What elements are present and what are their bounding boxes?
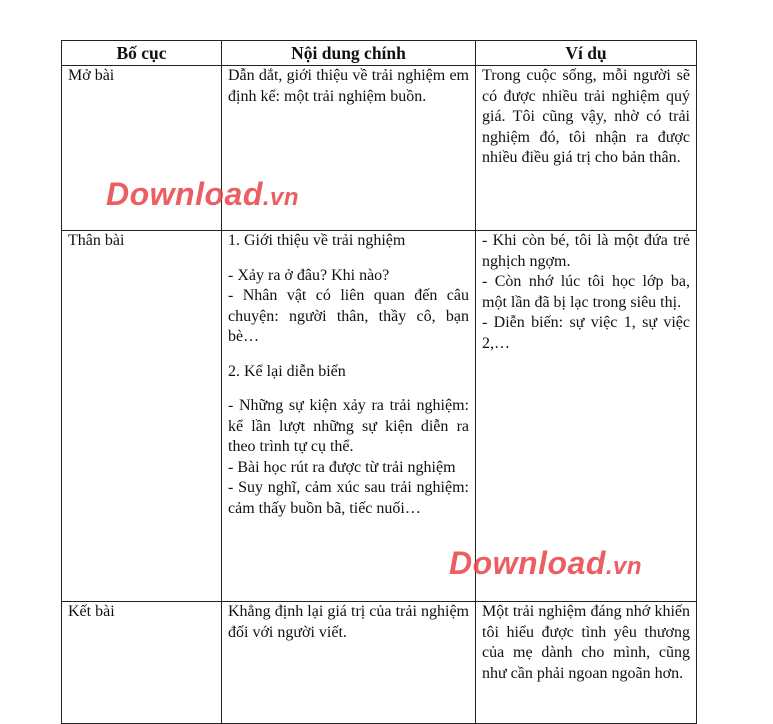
watermark-logo [106, 176, 299, 213]
content-bullet: - Bài học rút ra được từ trải nghiệm [228, 458, 456, 476]
example-cell [476, 602, 697, 724]
content-bullet: - Xảy ra ở đâu? Khi nào? [228, 266, 390, 284]
section-label: Kết bài [62, 602, 222, 724]
watermark-brand: Download [449, 545, 606, 581]
section-label: Mở bài [62, 66, 222, 231]
content-text: Dẫn dắt, giới thiệu về trải nghiệm em định kể: một trải nghiệm buồn. [228, 67, 469, 105]
content-bullet: - Suy nghĩ, cảm xúc sau trải nghiệm: cảm thấy buồn bã, tiếc nuối… [228, 479, 469, 517]
content-cell [222, 602, 476, 724]
example-text: Trong cuộc sống, mỗi người sẽ có được nhiều trải nghiệm quý giá. Tôi cũng vậy, nhờ có trải nghiệm đó, tôi nhận ra được nhiều điều giá trị cho bản thân. [482, 67, 690, 166]
section-label: Thân bài [62, 231, 222, 602]
content-heading: 2. Kể lại diễn biến [228, 362, 346, 380]
watermark-tld: .vn [262, 184, 300, 211]
content-bullet: - Những sự kiện xảy ra trải nghiệm: kể lần lượt những sự kiện diễn ra theo trình tự cụ thể. [228, 397, 469, 455]
content-bullet: - Nhân vật có liên quan đến câu chuyện: người thân, thầy cô, bạn bè… [228, 287, 469, 345]
content-text: Khẳng định lại giá trị của trải nghiệm đối với người viết. [228, 603, 469, 641]
outline-table [61, 40, 697, 724]
content-cell [222, 231, 476, 602]
example-text: Một trải nghiệm đáng nhớ khiến tôi hiểu được tình yêu thương của mẹ dành cho mình, cũng như cần phải ngoan ngoãn hơn. [482, 603, 690, 682]
example-bullet: - Diễn biến: sự việc 1, sự việc 2,… [482, 314, 690, 352]
header-row [62, 41, 697, 66]
example-cell [476, 66, 697, 231]
watermark-logo [449, 545, 642, 582]
row-conclusion [62, 602, 697, 724]
example-bullet: - Còn nhớ lúc tôi học lớp ba, một lần đã bị lạc trong siêu thị. [482, 273, 690, 311]
header-main-content: Nội dung chính [222, 41, 476, 66]
watermark-brand: Download [106, 176, 263, 212]
content-heading: 1. Giới thiệu về trải nghiệm [228, 232, 406, 249]
example-bullet: - Khi còn bé, tôi là một đứa trẻ nghịch ngợm. [482, 232, 690, 270]
watermark-tld: .vn [605, 553, 643, 580]
header-example: Ví dụ [476, 41, 697, 66]
header-structure: Bố cục [62, 41, 222, 66]
